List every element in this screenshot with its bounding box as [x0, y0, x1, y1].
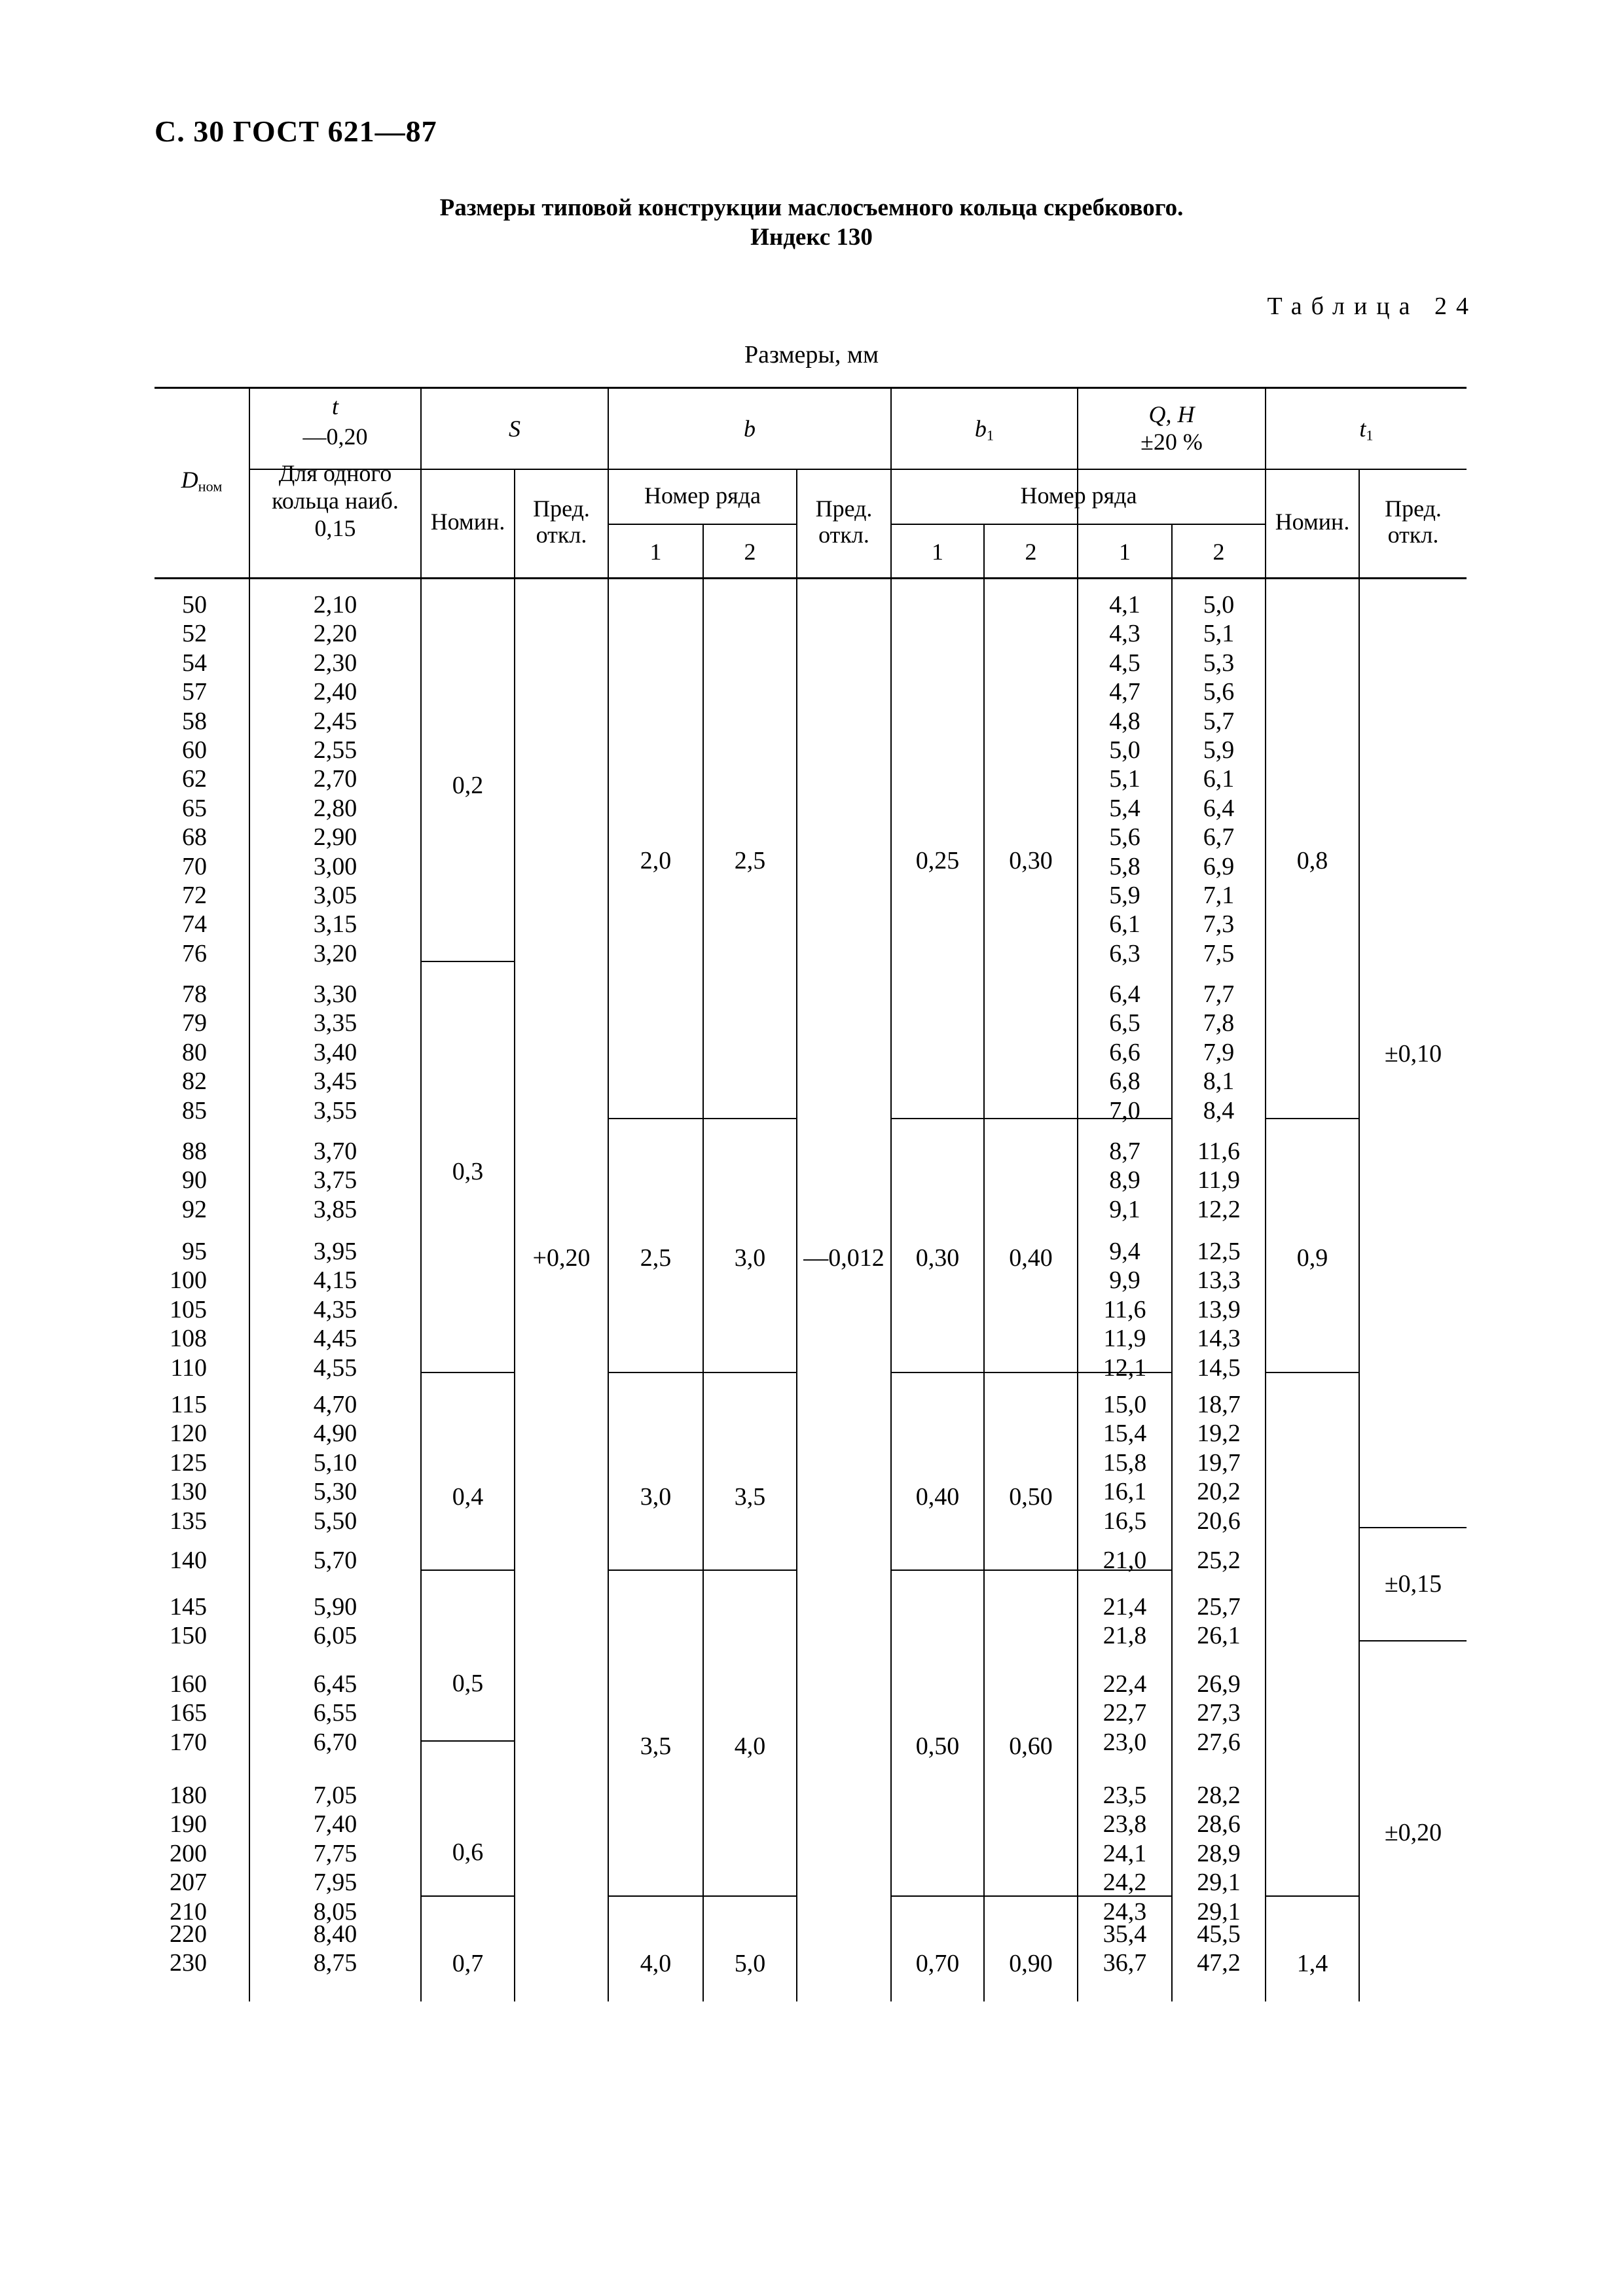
d-nom-cell: 135: [170, 1507, 207, 1535]
t-cell: 2,20: [313, 620, 357, 648]
q-row-2-cell: 7,1: [1203, 882, 1235, 909]
b-r2-cell: 5,0: [734, 1950, 766, 1977]
q-row-1-cell: 5,6: [1109, 823, 1140, 852]
q-row-2-cell: 19,7: [1197, 1448, 1241, 1477]
header-rule-1: [250, 469, 1467, 470]
s-nom-cell: 0,4: [452, 1483, 484, 1511]
q-row-2-cell: 5,6: [1203, 678, 1235, 706]
d-nom-cell: 105: [170, 1295, 207, 1323]
q-row-2-cell: 7,3: [1203, 910, 1235, 939]
s-nom-cell: 0,2: [452, 772, 484, 799]
q-row-1-cell: 15,4: [1103, 1420, 1147, 1448]
t-cell: 2,45: [313, 707, 357, 735]
t1-nom-cell: 1,4: [1296, 1950, 1328, 1977]
q-row-1-cell: 24,3: [1103, 1897, 1147, 1926]
q-row-1-cell: 4,5: [1109, 649, 1140, 677]
header-t-note-2: кольца наиб.: [272, 488, 399, 514]
q-row-2-cell: 6,9: [1203, 852, 1235, 880]
t1-dev-cell: ±0,15: [1384, 1570, 1442, 1598]
col-line: [514, 469, 515, 2001]
d-nom-cell: 145: [170, 1593, 207, 1621]
header-t-tolerance: —0,20: [302, 423, 368, 450]
group-rule: [1265, 1895, 1360, 1897]
d-nom-cell: 95: [182, 1238, 207, 1265]
q-row-1-cell: 16,5: [1103, 1507, 1147, 1535]
q-row-2-cell: 5,7: [1203, 707, 1235, 735]
q-row-2-cell: 20,6: [1197, 1507, 1241, 1535]
q-row-1-cell: 23,0: [1103, 1728, 1147, 1756]
group-rule: [420, 1372, 515, 1373]
d-nom-cell: 62: [182, 765, 207, 793]
b1-r1-cell: 0,70: [915, 1950, 960, 1977]
header-t1-dev-1: Пред.: [1385, 495, 1442, 522]
group-rule: [420, 1570, 515, 1571]
q-row-1-cell: 21,0: [1103, 1547, 1147, 1574]
q-row-2-cell: 45,5: [1197, 1920, 1241, 1948]
q-row-1-cell: 12,1: [1103, 1354, 1147, 1382]
t-cell: 3,15: [313, 910, 357, 939]
t1-nom-cell: 0,8: [1296, 847, 1328, 874]
s-nom-cell: 0,5: [452, 1670, 484, 1697]
t-cell: 6,05: [313, 1622, 357, 1650]
t-cell: 3,95: [313, 1238, 357, 1265]
d-nom-cell: 72: [182, 882, 207, 909]
t-cell: 3,30: [313, 980, 357, 1008]
group-rule: [1265, 1118, 1360, 1119]
t1-nom-cell: 0,9: [1296, 1244, 1328, 1272]
header-q-tolerance: ±20 %: [1140, 429, 1203, 455]
t-cell: 4,35: [313, 1295, 357, 1323]
header-b: b: [744, 416, 756, 442]
group-rule: [608, 1372, 797, 1373]
t-cell: 3,55: [313, 1096, 357, 1124]
t-cell: 5,90: [313, 1593, 357, 1621]
col-line: [1265, 387, 1266, 2001]
d-nom-cell: 180: [170, 1782, 207, 1809]
s-nom-cell: 0,3: [452, 1158, 484, 1185]
d-nom-cell: 52: [182, 620, 207, 648]
d-nom-cell: 78: [182, 980, 207, 1008]
header-b-dev-2: откл.: [818, 522, 869, 548]
q-row-2-cell: 12,5: [1197, 1238, 1241, 1265]
group-rule: [420, 1740, 515, 1742]
d-nom-cell: 150: [170, 1622, 207, 1650]
q-row-1-cell: 35,4: [1103, 1920, 1147, 1948]
t-cell: 3,45: [313, 1067, 357, 1096]
header-t: t: [331, 393, 338, 420]
s-nom-cell: 0,7: [452, 1950, 484, 1977]
header-t1-nom: Номин.: [1275, 509, 1350, 535]
group-rule: [608, 1570, 797, 1571]
q-row-2-cell: 27,3: [1197, 1699, 1241, 1727]
d-nom-cell: 92: [182, 1195, 207, 1223]
t-cell: 3,75: [313, 1166, 357, 1194]
q-row-1-cell: 4,3: [1109, 620, 1140, 648]
t-cell: 3,35: [313, 1009, 357, 1037]
d-nom-cell: 190: [170, 1810, 207, 1839]
t-cell: 3,40: [313, 1038, 357, 1066]
d-nom-cell: 65: [182, 794, 207, 822]
b1-r2-cell: 0,30: [1009, 847, 1053, 874]
header-s-dev-1: Пред.: [533, 495, 590, 522]
q-row-1-cell: 8,9: [1109, 1166, 1140, 1194]
q-row-1-cell: 24,1: [1103, 1839, 1147, 1867]
q-row-2-cell: 8,4: [1203, 1096, 1235, 1124]
q-row-1-cell: 6,8: [1109, 1067, 1140, 1096]
q-row-1-cell: 21,8: [1103, 1622, 1147, 1650]
q-row-2-cell: 25,2: [1197, 1547, 1241, 1574]
b-r1-cell: 4,0: [640, 1950, 672, 1977]
d-nom-cell: 82: [182, 1067, 207, 1096]
col-line: [420, 387, 422, 2001]
d-nom-cell: 230: [170, 1949, 207, 1977]
q-row-1-cell: 7,0: [1109, 1096, 1140, 1124]
q-row-2-cell: 11,6: [1197, 1138, 1241, 1165]
q-row-2-cell: 28,6: [1197, 1810, 1241, 1839]
q-row-2-cell: 28,2: [1197, 1782, 1241, 1809]
group-rule: [608, 1895, 797, 1897]
q-row-1-cell: 5,9: [1109, 882, 1140, 909]
d-nom-cell: 50: [182, 591, 207, 619]
d-nom-cell: 108: [170, 1325, 207, 1353]
b1-r1-cell: 0,50: [915, 1732, 960, 1760]
d-nom-cell: 80: [182, 1038, 207, 1066]
d-nom-cell: 120: [170, 1420, 207, 1448]
d-nom-cell: 57: [182, 678, 207, 706]
q-row-2-cell: 20,2: [1197, 1478, 1241, 1506]
t-cell: 5,10: [313, 1448, 357, 1477]
col-line: [1359, 469, 1360, 2001]
b-r2-cell: 3,5: [734, 1483, 766, 1511]
d-nom-cell: 90: [182, 1166, 207, 1194]
q-row-2-cell: 26,9: [1197, 1670, 1241, 1698]
q-row-1-cell: 4,7: [1109, 678, 1140, 706]
t-cell: 8,40: [313, 1920, 357, 1948]
q-row-1-cell: 6,5: [1109, 1009, 1140, 1037]
q-row-1-cell: 4,1: [1109, 591, 1140, 619]
q-row-1-cell: 23,5: [1103, 1782, 1147, 1809]
b1-r2-cell: 0,60: [1009, 1732, 1053, 1760]
d-nom-cell: 125: [170, 1448, 207, 1477]
q-row-2-cell: 18,7: [1197, 1391, 1241, 1418]
q-row-2-cell: 6,1: [1203, 765, 1235, 793]
t1-dev-cell: ±0,10: [1384, 1040, 1442, 1067]
q-row-1-cell: 5,0: [1109, 736, 1140, 764]
q-row-2-cell: 27,6: [1197, 1728, 1241, 1756]
q-row-2-cell: 12,2: [1197, 1195, 1241, 1223]
d-nom-cell: 160: [170, 1670, 207, 1698]
q-row-1-cell: 15,8: [1103, 1448, 1147, 1477]
b-r1-cell: 3,5: [640, 1732, 672, 1760]
q-row-1-cell: 23,8: [1103, 1810, 1147, 1839]
q-row-1-cell: 6,3: [1109, 939, 1140, 967]
b-r2-cell: 3,0: [734, 1244, 766, 1272]
q-row-2-cell: 6,7: [1203, 823, 1235, 852]
header-b-row-2: 2: [744, 539, 756, 565]
d-nom-cell: 165: [170, 1699, 207, 1727]
t-cell: 3,20: [313, 939, 357, 967]
q-row-2-cell: 5,9: [1203, 736, 1235, 764]
t-cell: 3,05: [313, 882, 357, 909]
q-row-2-cell: 13,9: [1197, 1295, 1241, 1323]
t-cell: 7,95: [313, 1869, 357, 1897]
header-s-nom: Номин.: [430, 509, 505, 535]
t-cell: 2,55: [313, 736, 357, 764]
b-r1-cell: 2,5: [640, 1244, 672, 1272]
b-r1-cell: 3,0: [640, 1483, 672, 1511]
d-nom-cell: 58: [182, 707, 207, 735]
t-cell: 3,85: [313, 1195, 357, 1223]
q-row-2-cell: 11,9: [1197, 1166, 1241, 1194]
page-header: С. 30 ГОСТ 621—87: [155, 115, 437, 148]
header-rule-bq-rows: [892, 524, 1266, 525]
b1-r1-cell: 0,40: [915, 1483, 960, 1511]
s-dev-cell: +0,20: [532, 1244, 591, 1272]
t-cell: 2,70: [313, 765, 357, 793]
header-t1: $t_1$: [1359, 416, 1374, 444]
d-nom-cell: 85: [182, 1096, 207, 1124]
b-dev-cell: —0,012: [803, 1244, 884, 1272]
q-row-2-cell: 8,1: [1203, 1067, 1235, 1096]
group-rule: [1265, 1372, 1360, 1373]
header-bq-row-number: Номер ряда: [1020, 482, 1137, 509]
q-row-2-cell: 7,7: [1203, 980, 1235, 1008]
t-cell: 2,90: [313, 823, 357, 852]
group-rule: [420, 961, 515, 962]
t-cell: 5,70: [313, 1547, 357, 1574]
d-nom-cell: 76: [182, 939, 207, 967]
q-row-2-cell: 29,1: [1197, 1897, 1241, 1926]
d-nom-cell: 68: [182, 823, 207, 852]
q-row-1-cell: 6,4: [1109, 980, 1140, 1008]
q-row-2-cell: 28,9: [1197, 1839, 1241, 1867]
header-q: Q, Н: [1148, 401, 1195, 427]
table-title: Размеры типовой конструкции маслосъемного кольца скребкового.: [439, 194, 1184, 221]
b-r1-cell: 2,0: [640, 847, 672, 874]
header-d-nom: $D_{ном}$: [181, 467, 223, 495]
q-row-1-cell: 22,4: [1103, 1670, 1147, 1698]
header-b1-row-2: 2: [1025, 539, 1037, 565]
table-top-rule: [155, 387, 1467, 389]
q-row-1-cell: 16,1: [1103, 1478, 1147, 1506]
header-q-row-2: 2: [1213, 539, 1225, 565]
t-cell: 6,70: [313, 1728, 357, 1756]
q-row-1-cell: 5,4: [1109, 794, 1140, 822]
q-row-2-cell: 5,3: [1203, 649, 1235, 677]
t-cell: 2,10: [313, 591, 357, 619]
q-row-2-cell: 7,9: [1203, 1038, 1235, 1066]
header-s-dev-2: откл.: [536, 522, 587, 548]
b1-r2-cell: 0,40: [1009, 1244, 1053, 1272]
d-nom-cell: 170: [170, 1728, 207, 1756]
d-nom-cell: 79: [182, 1009, 207, 1037]
header-q-row-1: 1: [1119, 539, 1131, 565]
d-nom-cell: 100: [170, 1266, 207, 1295]
d-nom-cell: 70: [182, 852, 207, 880]
header-s: S: [509, 416, 520, 442]
units-label: Размеры, мм: [744, 341, 879, 368]
q-row-1-cell: 6,6: [1109, 1038, 1140, 1066]
q-row-1-cell: 22,7: [1103, 1699, 1147, 1727]
b1-r2-cell: 0,50: [1009, 1483, 1053, 1511]
d-nom-cell: 200: [170, 1839, 207, 1867]
header-t-note-1: Для одного: [278, 460, 392, 486]
d-nom-cell: 88: [182, 1138, 207, 1165]
t-cell: 7,40: [313, 1810, 357, 1839]
q-row-2-cell: 7,5: [1203, 939, 1235, 967]
q-row-2-cell: 29,1: [1197, 1869, 1241, 1897]
table-index: Индекс 130: [750, 224, 873, 251]
d-nom-cell: 74: [182, 910, 207, 939]
t-cell: 8,05: [313, 1897, 357, 1926]
q-row-2-cell: 5,0: [1203, 591, 1235, 619]
q-row-1-cell: 9,1: [1109, 1195, 1140, 1223]
b1-r2-cell: 0,90: [1009, 1950, 1053, 1977]
s-nom-cell: 0,6: [452, 1839, 484, 1866]
header-b1-row-1: 1: [932, 539, 943, 565]
q-row-1-cell: 9,4: [1109, 1238, 1140, 1265]
d-nom-cell: 110: [170, 1354, 207, 1382]
header-b-row-number: Номер ряда: [644, 482, 761, 509]
d-nom-cell: 140: [170, 1547, 207, 1574]
t-cell: 4,70: [313, 1391, 357, 1418]
header-t-note-3: 0,15: [314, 515, 356, 541]
group-rule: [608, 1118, 797, 1119]
t-cell: 8,75: [313, 1949, 357, 1977]
t-cell: 6,55: [313, 1699, 357, 1727]
q-row-2-cell: 25,7: [1197, 1593, 1241, 1621]
q-row-1-cell: 11,9: [1103, 1325, 1146, 1353]
t-cell: 6,45: [313, 1670, 357, 1698]
col-line: [796, 469, 797, 2001]
group-rule: [1359, 1527, 1467, 1528]
d-nom-cell: 115: [170, 1391, 207, 1418]
d-nom-cell: 210: [170, 1897, 207, 1926]
t-cell: 3,00: [313, 852, 357, 880]
group-rule: [1359, 1640, 1467, 1641]
q-row-2-cell: 47,2: [1197, 1949, 1241, 1977]
t-cell: 2,40: [313, 678, 357, 706]
q-row-2-cell: 19,2: [1197, 1420, 1241, 1448]
table-number-label: Таблица 24: [1267, 293, 1478, 320]
b1-r1-cell: 0,30: [915, 1244, 960, 1272]
q-row-1-cell: 11,6: [1103, 1295, 1146, 1323]
d-nom-cell: 207: [170, 1869, 207, 1897]
q-row-2-cell: 5,1: [1203, 620, 1235, 648]
d-nom-cell: 220: [170, 1920, 207, 1948]
q-row-1-cell: 8,7: [1109, 1138, 1140, 1165]
q-row-1-cell: 4,8: [1109, 707, 1140, 735]
q-row-2-cell: 14,5: [1197, 1354, 1241, 1382]
t-cell: 5,50: [313, 1507, 357, 1535]
header-t1-dev-2: откл.: [1387, 522, 1439, 548]
q-row-2-cell: 14,3: [1197, 1325, 1241, 1353]
q-row-1-cell: 15,0: [1103, 1391, 1147, 1418]
t-cell: 4,90: [313, 1420, 357, 1448]
q-row-1-cell: 21,4: [1103, 1593, 1147, 1621]
t-cell: 4,45: [313, 1325, 357, 1353]
q-row-2-cell: 26,1: [1197, 1622, 1241, 1650]
q-row-1-cell: 5,1: [1109, 765, 1140, 793]
header-b-row-1: 1: [649, 539, 662, 565]
t-cell: 3,70: [313, 1138, 357, 1165]
t-cell: 7,05: [313, 1782, 357, 1809]
q-row-2-cell: 7,8: [1203, 1009, 1235, 1037]
t-cell: 4,15: [313, 1266, 357, 1295]
q-row-1-cell: 6,1: [1109, 910, 1140, 939]
t-cell: 2,30: [313, 649, 357, 677]
b1-r1-cell: 0,25: [915, 847, 960, 874]
header-bottom-rule: [155, 577, 1467, 579]
d-nom-cell: 60: [182, 736, 207, 764]
q-row-1-cell: 9,9: [1109, 1266, 1140, 1295]
group-rule: [420, 1895, 515, 1897]
q-row-1-cell: 5,8: [1109, 852, 1140, 880]
q-row-2-cell: 6,4: [1203, 794, 1235, 822]
d-nom-cell: 54: [182, 649, 207, 677]
q-row-1-cell: 24,2: [1103, 1869, 1147, 1897]
t-cell: 2,80: [313, 794, 357, 822]
t-cell: 4,55: [313, 1354, 357, 1382]
t-cell: 5,30: [313, 1478, 357, 1506]
q-row-2-cell: 13,3: [1197, 1266, 1241, 1295]
b-r2-cell: 2,5: [734, 847, 766, 874]
q-row-1-cell: 36,7: [1103, 1949, 1147, 1977]
t1-dev-cell: ±0,20: [1384, 1819, 1442, 1846]
b-r2-cell: 4,0: [734, 1732, 766, 1760]
t-cell: 7,75: [313, 1839, 357, 1867]
header-b1: $b_1$: [974, 416, 994, 444]
d-nom-cell: 130: [170, 1478, 207, 1506]
header-b-dev-1: Пред.: [815, 495, 873, 522]
